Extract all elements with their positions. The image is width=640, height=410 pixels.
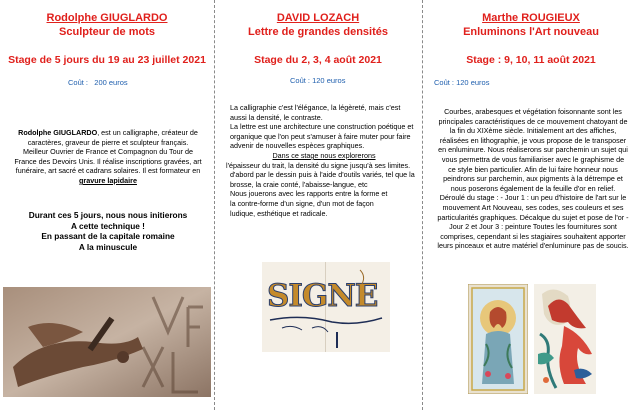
workshop-dates: Stage : 9, 10, 11 août 2021 (466, 54, 596, 66)
artist-name: Rodolphe GIUGLARDO (46, 12, 168, 24)
workshop-title: Sculpteur de mots (59, 26, 155, 38)
bio-line: caractères, graveur de pierre et sculpteur français. (27, 137, 189, 147)
intro-line: La lettre est une architecture une construction poétique et (230, 122, 414, 132)
workshop-title: Lettre de grandes densités (248, 26, 388, 38)
bio-line: France des Devoirs Unis. Il réalise inscriptions gravées, art (14, 156, 202, 166)
cost-label: Coût : (68, 78, 89, 87)
body-line: principales caractéristiques de ce mouvement chatoyant de (438, 116, 628, 126)
column-rougieux (422, 0, 640, 410)
bio-line: Meilleur Ouvrier de France et Compagnon du Tour de (22, 147, 194, 157)
workshop-cost (68, 78, 128, 87)
workshop-description (430, 107, 636, 251)
highlight-line: Durant ces 5 jours, nous nous initierons (28, 210, 188, 220)
body-line: peindrons sur parchemin, aux pigments à la détrempe et (443, 174, 623, 184)
body-line: Jour 2 et Jour 3 : peinture Toutes les fournitures sont (449, 222, 617, 232)
intro-line: advenir de nouvelles espèces graphiques. (230, 141, 365, 151)
artist-name: Marthe ROUGIEUX (482, 12, 580, 24)
explore-line: l'épaisseur du trait, la densité du signe jusqu'à ses limites. (226, 160, 411, 170)
highlight-line: A la minuscule (78, 241, 138, 252)
workshop-dates: Stage du 2, 3, 4 août 2021 (254, 54, 382, 66)
bio-line: funéraire, art sacré et cadrans solaires. Il est formateur en (15, 166, 201, 176)
bio-link-gravure[interactable]: gravure lapidaire (79, 175, 137, 185)
bio-name: Rodolphe GIUGLARDO (18, 128, 98, 137)
workshop-cost: Coût : 120 euros (290, 76, 346, 85)
intro-line: La calligraphie c'est l'élégance, la légèreté, mais c'est (230, 103, 401, 112)
workshop-title: Enluminons l'Art nouveau (463, 26, 599, 38)
calligraphy-artwork (262, 262, 390, 352)
body-line: nous poserons également de la feuille d'or en relief. (450, 183, 616, 193)
intro-line: aussi la densité, le contraste. (230, 112, 323, 122)
workshop-highlight (6, 210, 210, 252)
workshop-dates: Stage de 5 jours du 19 au 23 juillet 2021 (8, 54, 206, 66)
body-line: Courbes, arabesques et végétation foisonnante sont les (444, 107, 622, 116)
highlight-line: A cette technique ! (71, 220, 145, 231)
cost-value: 200 euros (94, 78, 128, 87)
artwork-strokes (262, 262, 390, 352)
art-nouveau-illumination-right (534, 284, 596, 394)
body-line: réalisées en lithographie, je vous propose de le transposer (439, 135, 627, 145)
workshop-cost: Coût : 120 euros (434, 78, 490, 87)
artist-name: DAVID LOZACH (276, 12, 360, 24)
column-lozach (214, 0, 422, 410)
explore-line: brosse, la craie conté, l'abaisse-langue, etc (230, 179, 368, 189)
intro-line: organique que l'on peut s'amuser à faire muter pour faire (230, 131, 411, 141)
art-nouveau-illumination-left (468, 284, 528, 394)
body-line: la fin du XIXème siècle. Initialement art des affiches, (449, 126, 617, 136)
explore-line: Nous jouerons avec les rapports entre la forme et (230, 189, 388, 199)
stone-carving-photo (3, 287, 211, 397)
body-line: mouvement Art Nouveau, ses codes, ses couleurs et ses (442, 202, 624, 212)
workshop-intro (226, 103, 418, 218)
explore-line: ludique, esthétique et radicale. (230, 208, 328, 218)
explore-line: la contre-forme d'un signe, d'un mot de façon (230, 198, 374, 208)
body-line: Déroulé du stage : - Jour 1 : un peu d'histoire de l'art sur le (439, 193, 627, 203)
explore-heading: Dans ce stage nous explorerons (272, 150, 376, 160)
body-line: vous permettra de vous familiariser avec le graphisme de (441, 154, 625, 164)
body-line: particularités graphiques. Décalque du sujet et pose de l'or - (437, 212, 629, 222)
highlight-line: En passant de la capitale romaine (41, 231, 175, 241)
artist-bio (6, 128, 210, 186)
artwork-signe-text: SIGNE (267, 278, 378, 314)
body-line: en enluminure. Nous réaliserons sur parchemin un sujet qui (438, 145, 628, 155)
body-line: comprises, cependant si les stagiaires souhaitent apporter (440, 231, 626, 241)
body-line: ce style bien particulier. Afin de lui faire honneur nous (448, 164, 618, 174)
explore-line: d'abord par le dessin puis à l'aide d'outils variés, tel que la (230, 170, 415, 180)
body-line: leurs pinceaux et autre matériel d'enluminure pas de soucis. (437, 241, 629, 251)
bio-line: , est un calligraphe, créateur de (97, 128, 198, 137)
column-giuglardo (0, 0, 214, 410)
